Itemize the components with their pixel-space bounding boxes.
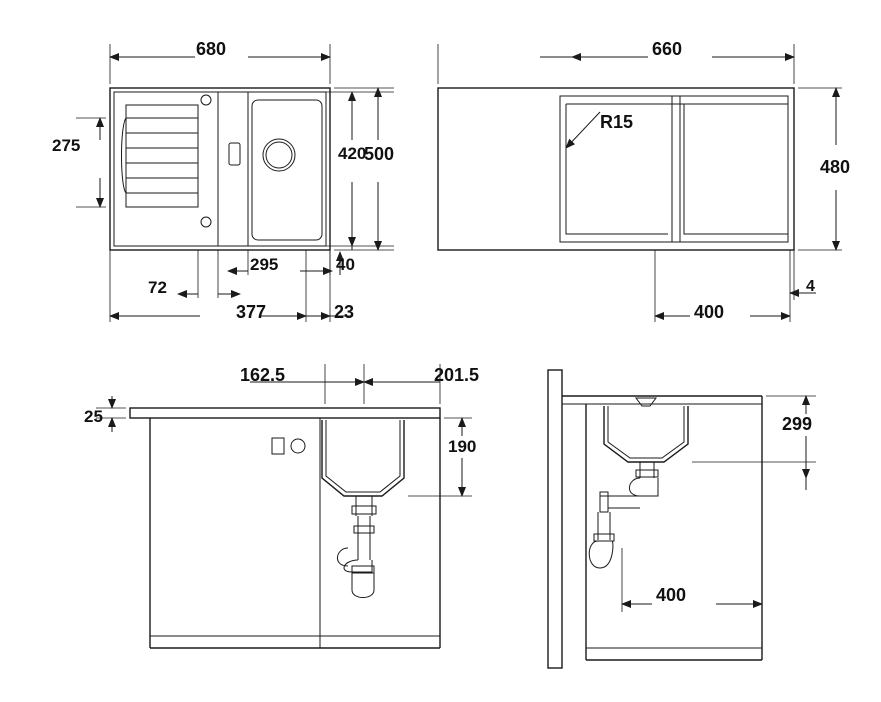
dimension-162-5: 162.5 <box>240 365 286 385</box>
dimension-660: 660 <box>652 39 683 59</box>
dimension-680: 680 <box>196 39 227 59</box>
dimension-40: 40 <box>336 255 355 274</box>
dimension-4: 4 <box>806 278 815 295</box>
dimension-420: 420 <box>338 144 367 163</box>
dimension-72: 72 <box>148 278 167 297</box>
dimension-500: 500 <box>364 144 395 164</box>
dimension-r15: R15 <box>600 112 634 132</box>
dimension-190: 190 <box>448 437 477 456</box>
dimension-295: 295 <box>250 255 279 274</box>
dimension-480: 480 <box>820 157 851 177</box>
dimension-299: 299 <box>782 414 813 434</box>
dimension-25: 25 <box>84 407 103 426</box>
dimension-400-depth: 400 <box>656 585 687 605</box>
dimension-201-5: 201.5 <box>434 365 480 385</box>
dimension-400-cabinet: 400 <box>694 302 725 322</box>
dimension-23: 23 <box>334 302 355 322</box>
dimension-377: 377 <box>236 302 267 322</box>
dimension-275: 275 <box>52 136 81 155</box>
